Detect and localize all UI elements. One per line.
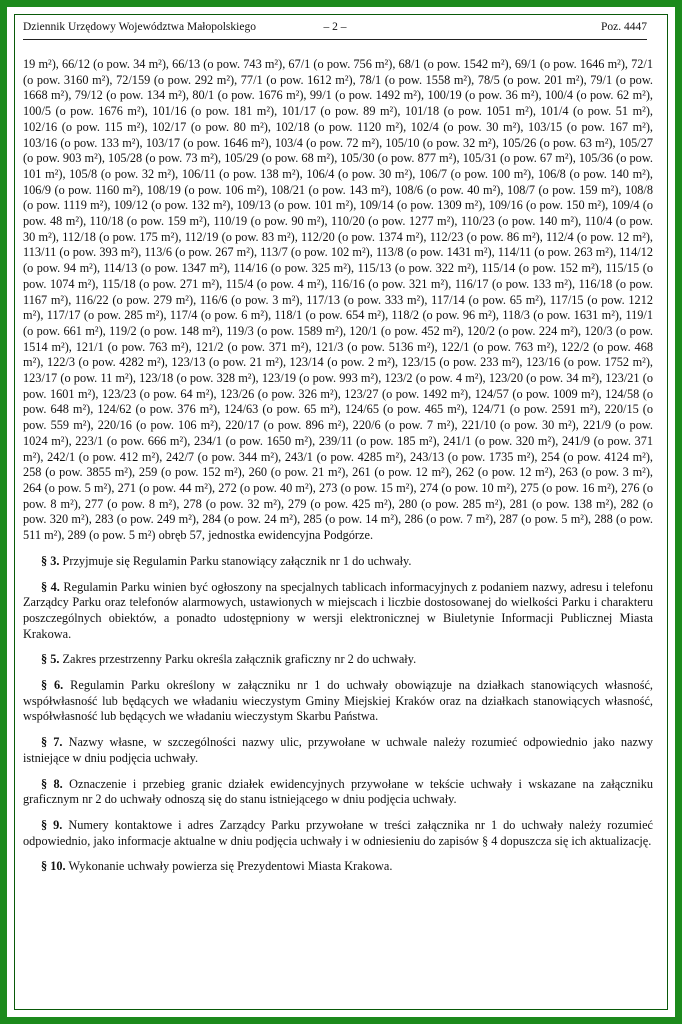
section-9 (23, 818, 653, 849)
section-text: Zakres przestrzenny Parku określa załącznik graficzny nr 2 do uchwały. (62, 652, 417, 667)
position-number: Poz. 4447 (601, 21, 647, 33)
section-text: Przyjmuje się Regulamin Parku stanowiący załącznik nr 1 do uchwały. (62, 553, 412, 568)
document-body (23, 57, 653, 875)
section-10 (23, 859, 653, 875)
page-header (23, 21, 647, 40)
section-number: § 5. (41, 652, 60, 667)
parcel-list: 19 m²), 66/12 (o pow. 34 m²), 66/13 (o pow. 743 m²), 67/1 (o pow. 756 m²), 68/1 (o pow. 1542 m²), 69/1 (o pow. 1646 m²), 72/1 (o pow. 3160 m²), 72/159 (o pow. 292 m²), 77/1 (o pow. 1612 m²), 78/1 (o pow. 1558 m²), 78/5 (o pow. 201 m²), 79/1 (o pow. 1668 m²), 79/12 (o pow. 134 m²), 80/1 (o pow. 1676 m²), 99/1 (o pow. 1492 m²), 100/19 (o pow. 36 m²), 100/4 (o pow. 62 m²), 100/5 (o pow. 1676 m²), 101/16 (o pow. 181 m²), 101/17 (o pow. 89 m²), 101/18 (o pow. 1051 m²), 101/4 (o pow. 51 m²), 102/16 (o pow. 115 m²), 102/17 (o pow. 80 m²), 102/18 (o pow. 1120 m²), 102/4 (o pow. 30 m²), 103/15 (o pow. 167 m²), 103/16 (o pow. 133 m²), 103/17 (o pow. 1646 m²), 103/4 (o pow. 72 m²), 105/10 (o pow. 32 m²), 105/26 (o pow. 63 m²), 105/27 (o pow. 903 m²), 105/28 (o pow. 73 m²), 105/29 (o pow. 68 m²), 105/30 (o pow. 877 m²), 105/31 (o pow. 67 m²), 105/36 (o pow. 101 m²), 105/8 (o pow. 32 m²), 106/11 (o pow. 138 m²), 106/4 (o pow. 30 m²), 106/7 (o pow. 100 m²), 106/8 (o pow. 140 m²), 106/9 (o pow. 1160 m²), 108/19 (o pow. 106 m²), 108/21 (o pow. 143 m²), 108/6 (o pow. 40 m²), 108/7 (o pow. 159 m²), 108/8 (o pow. 1119 m²), 109/12 (o pow. 132 m²), 109/13 (o pow. 101 m²), 109/14 (o pow. 1309 m²), 109/16 (o pow. 150 m²), 109/4 (o pow. 48 m²), 110/18 (o pow. 159 m²), 110/19 (o pow. 90 m²), 110/20 (o pow. 1277 m²), 110/23 (o pow. 140 m²), 110/4 (o pow. 30 m²), 112/18 (o pow. 175 m²), 112/19 (o pow. 83 m²), 112/20 (o pow. 1374 m²), 112/23 (o pow. 86 m²), 112/4 (o pow. 12 m²), 113/11 (o pow. 393 m²), 113/6 (o pow. 267 m²), 113/7 (o pow. 102 m²), 113/8 (o pow. 1431 m²), 114/11 (o pow. 263 m²), 114/12 (o pow. 94 m²), 114/13 (o pow. 1347 m²), 114/16 (o pow. 325 m²), 115/13 (o pow. 322 m²), 115/14 (o pow. 152 m²), 115/15 (o pow. 1074 m²), 115/18 (o pow. 271 m²), 115/4 (o pow. 4 m²), 116/16 (o pow. 321 m²), 116/17 (o pow. 133 m²), 116/18 (o pow. 1167 m²), 116/22 (o pow. 279 m²), 116/6 (o pow. 3 m²), 117/13 (o pow. 333 m²), 117/14 (o pow. 65 m²), 117/15 (o pow. 1212 m²), 117/17 (o pow. 285 m²), 117/4 (o pow. 6 m²), 118/1 (o pow. 654 m²), 118/2 (o pow. 96 m²), 118/3 (o pow. 1631 m²), 119/1 (o pow. 661 m²), 119/2 (o pow. 148 m²), 119/3 (o pow. 1589 m²), 120/1 (o pow. 452 m²), 120/2 (o pow. 224 m²), 120/3 (o pow. 1514 m²), 121/1 (o pow. 763 m²), 121/2 (o pow. 371 m²), 121/3 (o pow. 5136 m²), 122/1 (o pow. 763 m²), 122/2 (o pow. 468 m²), 122/3 (o pow. 4282 m²), 123/13 (o pow. 21 m²), 123/14 (o pow. 2 m²), 123/15 (o pow. 233 m²), 123/16 (o pow. 1752 m²), 123/17 (o pow. 11 m²), 123/18 (o pow. 328 m²), 123/19 (o pow. 993 m²), 123/2 (o pow. 4 m²), 123/20 (o pow. 34 m²), 123/21 (o pow. 1601 m²), 123/23 (o pow. 64 m²), 123/26 (o pow. 326 m²), 123/27 (o pow. 1492 m²), 124/57 (o pow. 1009 m²), 124/58 (o pow. 648 m²), 124/62 (o pow. 376 m²), 124/63 (o pow. 65 m²), 124/65 (o pow. 465 m²), 124/71 (o pow. 2591 m²), 220/15 (o pow. 559 m²), 220/16 (o pow. 106 m²), 220/17 (o pow. 896 m²), 220/6 (o pow. 7 m²), 221/10 (o pow. 30 m²), 221/9 (o pow. 1024 m²), 223/1 (o pow. 666 m²), 234/1 (o pow. 1650 m²), 239/11 (o pow. 185 m²), 241/1 (o pow. 320 m²), 241/9 (o pow. 371 m²), 242/1 (o pow. 412 m²), 242/7 (o pow. 344 m²), 243/1 (o pow. 4285 m²), 243/13 (o pow. 1735 m²), 254 (o pow. 4124 m²), 258 (o pow. 3855 m²), 259 (o pow. 152 m²), 260 (o pow. 21 m²), 261 (o pow. 12 m²), 262 (o pow. 12 m²), 263 (o pow. 3 m²), 264 (o pow. 5 m²), 271 (o pow. 44 m²), 272 (o pow. 40 m²), 273 (o pow. 15 m²), 274 (o pow. 10 m²), 275 (o pow. 16 m²), 276 (o pow. 8 m²), 277 (o pow. 8 m²), 278 (o pow. 32 m²), 279 (o pow. 425 m²), 280 (o pow. 285 m²), 281 (o pow. 138 m²), 282 (o pow. 320 m²), 283 (o pow. 249 m²), 284 (o pow. 24 m²), 285 (o pow. 14 m²), 286 (o pow. 7 m²), 287 (o pow. 5 m²), 288 (o pow. 511 m²), 289 (o pow. 5 m²) obręb 57, jednostka ewidencyjna Podgórze. (23, 57, 653, 543)
section-8 (23, 777, 653, 808)
section-7 (23, 735, 653, 766)
section-number: § 9. (41, 817, 63, 832)
section-number: § 10. (41, 859, 66, 874)
section-number: § 8. (41, 776, 63, 791)
page-number: – 2 – (323, 21, 347, 33)
section-text: Oznaczenie i przebieg granic działek ewidencyjnych przywołane w tekście uchwały i wskazane na załączniku graficznym nr 2 do uchwały odnoszą się do stanu istniejącego w dniu podjęcia uchwały. (23, 776, 653, 807)
page (14, 14, 668, 1010)
journal-title: Dziennik Urzędowy Województwa Małopolskiego (23, 21, 256, 33)
section-text: Wykonanie uchwały powierza się Prezydentowi Miasta Krakowa. (68, 859, 393, 874)
section-text: Nazwy własne, w szczególności nazwy ulic, przywołane w uchwale należy rozumieć odpowiednio jako nazwy istniejące w dniu podjęcia uchwały. (23, 735, 653, 765)
section-5 (23, 652, 653, 668)
section-text: Regulamin Parku określony w załączniku nr 1 do uchwały obowiązuje na działkach stanowiących własność, współwłasność lub będących we władaniu wieczystym Gminy Miejskiej Kraków oraz na działkach stanowiących własność, współwłasność lub będących we władaniu wieczystym Skarbu Państwa. (23, 678, 654, 724)
section-3 (23, 554, 653, 570)
section-number: § 3. (41, 553, 60, 568)
section-number: § 7. (41, 735, 63, 750)
section-text: Regulamin Parku winien być ogłoszony na specjalnych tablicach informacyjnych z podaniem nazwy, adresu i telefonu Zarządcy Parku oraz telefonów alarmowych, ustawionych w miejscach i liczbie dostosowanej do wielkości Parku i charakteru poszczególnych obiektów, a ponadto udostępniony w wersji elektronicznej w Biuletynie Informacji Publicznej Miasta Krakowa. (23, 579, 653, 641)
section-number: § 4. (41, 579, 60, 594)
section-number: § 6. (41, 678, 64, 693)
section-6 (23, 678, 653, 725)
section-text: Numery kontaktowe i adres Zarządcy Parku przywołane w treści załącznika nr 1 do uchwały należy rozumieć odpowiednio, jako informacje aktualne w dniu podjęcia uchwały i w odniesieniu do zapisów § 4 dopuszcza się ich aktualizację. (23, 817, 653, 848)
section-4 (23, 580, 653, 643)
